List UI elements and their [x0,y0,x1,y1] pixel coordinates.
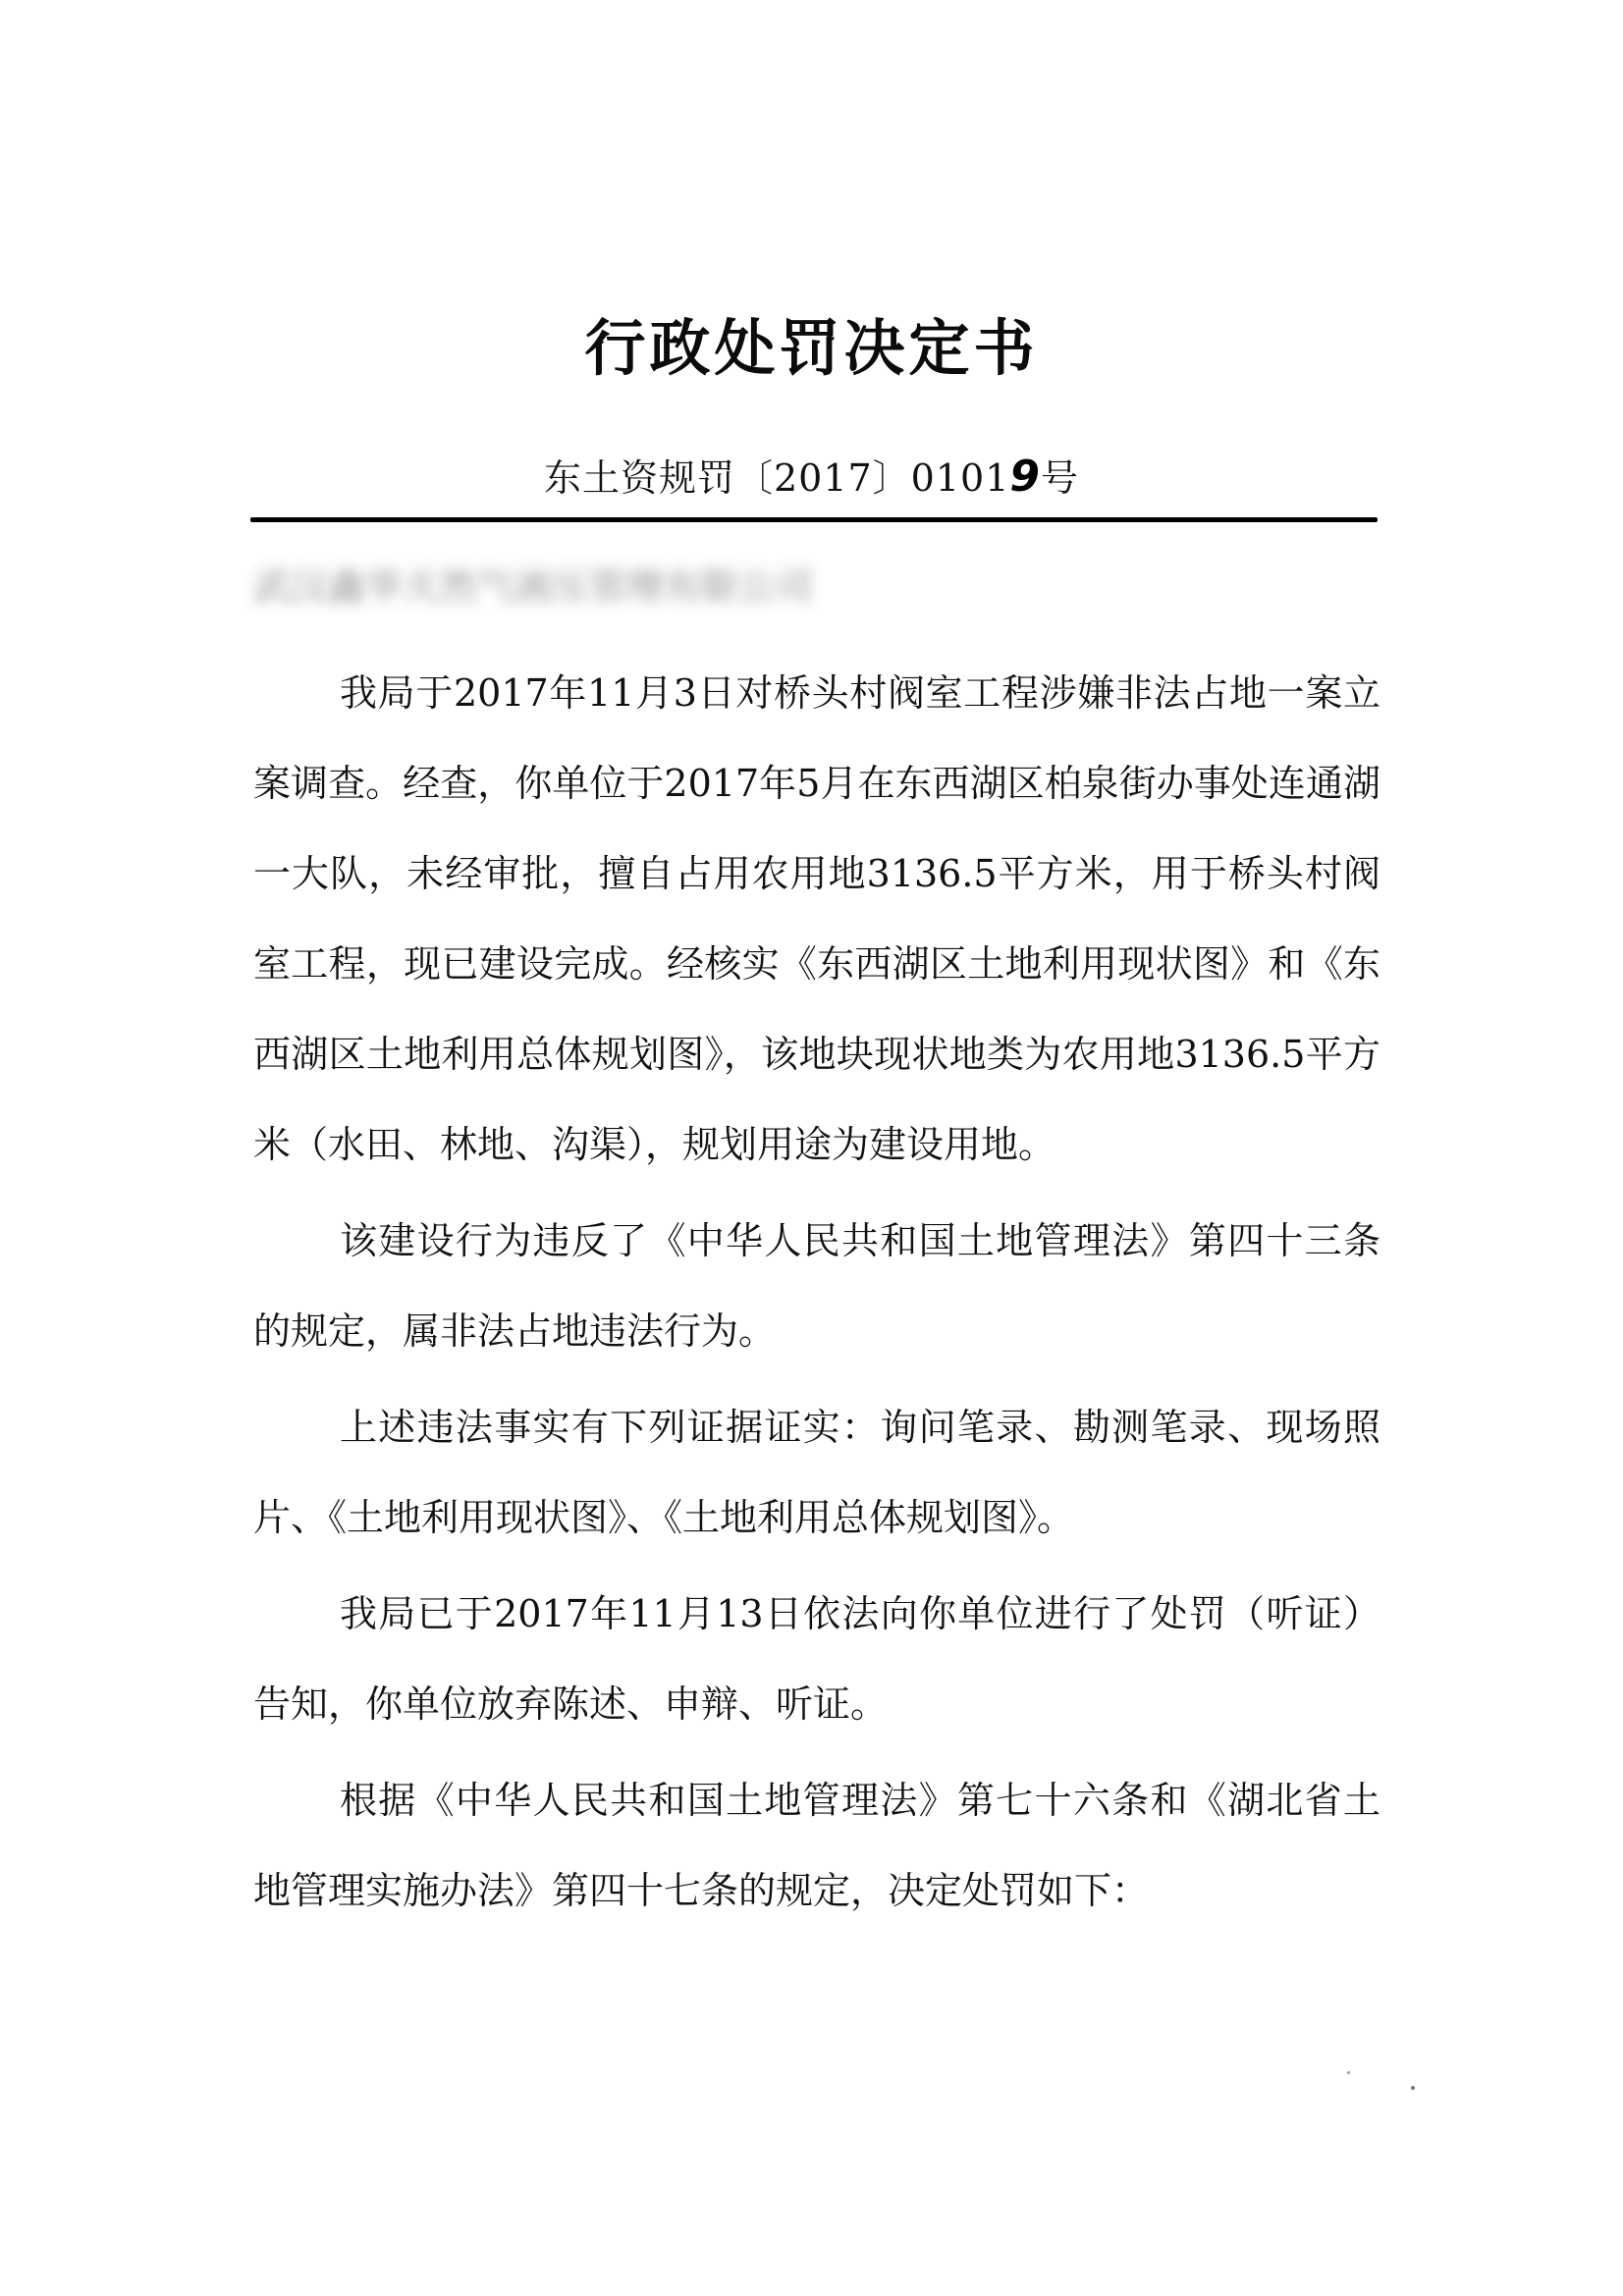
paragraph-violation: 该建设行为违反了《中华人民共和国土地管理法》第四十三条的规定，属非法占地违法行为。 [253,1219,1380,1353]
document-title: 行政处罚决定书 [584,312,1039,384]
paragraph-basis: 根据《中华人民共和国土地管理法》第七十六条和《湖北省土地管理实施办法》第四十七条的规定，决定处罚如下： [253,1779,1380,1912]
document-number-suffix: 号 [1041,456,1080,500]
header-rule [250,517,1378,522]
scan-speck [1411,2086,1415,2090]
paragraph-notice: 我局已于2017年11月13日依法向你单位进行了处罚（听证）告知，你单位放弃陈述、申辩、听证。 [253,1592,1380,1726]
recipient-redacted: 武汉鑫华天然气液压管理有限公司 [253,565,814,609]
document-number [0,450,1623,506]
document-body [253,648,1380,1942]
document-number-prefix: 东土资规罚〔2017〕0101 [543,456,1010,500]
paragraph-findings: 我局于2017年11月3日对桥头村阀室工程涉嫌非法占地一案立案调查。经查，你单位于2017年5月在东西湖区柏泉街办事处连通湖一大队，未经审批，擅自占用农用地3136.5平方米，用于桥头村阀室工程，现已建设完成。经核实《东西湖区土地利用现状图》和《东西湖区土地利用总体规划图》，该地块现状地类为农用地3136.5平方米（水田、林地、沟渠），规划用途为建设用地。 [253,671,1380,1166]
scan-speck [1347,2071,1350,2074]
paragraph-evidence: 上述违法事实有下列证据证实：询问笔录、勘测笔录、现场照片、《土地利用现状图》、《土地利用总体规划图》。 [253,1406,1380,1539]
handwritten-digit: 9 [1009,452,1042,502]
